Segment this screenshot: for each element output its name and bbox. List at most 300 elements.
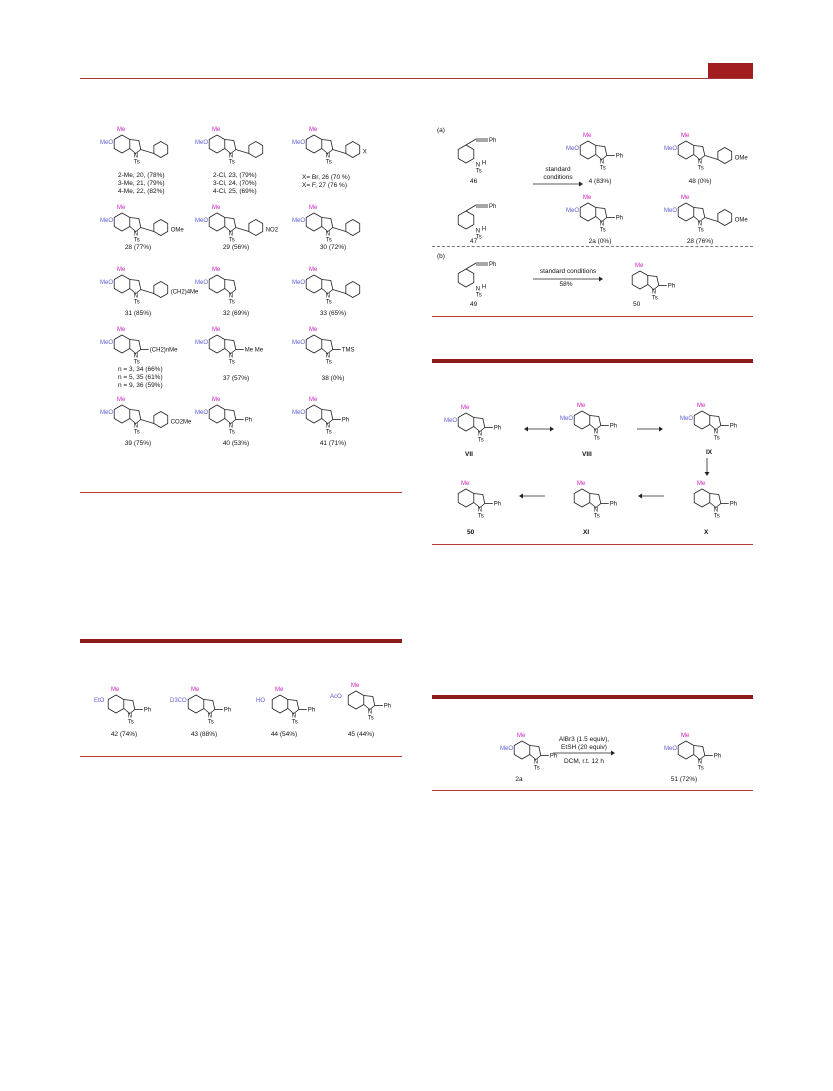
n-label: N	[477, 507, 483, 514]
substituent-label: MeO	[100, 340, 114, 346]
reaction-arrow-b	[533, 276, 603, 282]
caption-44: 44 (54%)	[270, 731, 298, 738]
substituent-label: MeO	[195, 340, 209, 346]
label-XI: XI	[583, 529, 590, 536]
right-label: Ph	[493, 501, 502, 508]
bond	[236, 150, 249, 154]
h-label: H	[481, 284, 487, 291]
pyrrole-ring	[130, 218, 141, 232]
pyrrole-ring	[694, 146, 705, 160]
substituent-label: MeO	[195, 280, 209, 286]
me-label: Me	[117, 267, 126, 273]
caption-36: n = 9, 36 (59%)	[118, 382, 163, 389]
caption-4: 4 (83%)	[588, 178, 612, 185]
n-label: N	[325, 231, 331, 238]
me-label: Me	[577, 481, 586, 487]
pyrrole-ring	[364, 696, 375, 710]
pyrrole-ring	[694, 746, 705, 760]
aryl-ring	[154, 142, 168, 158]
substituent-label: MeO	[292, 280, 306, 286]
reagent-1: AlBr3 (1.5 equiv),	[558, 736, 610, 743]
substituent-label: MeO	[292, 410, 306, 416]
n-label: N	[291, 713, 297, 720]
ts-label: Ts	[291, 719, 298, 726]
substituent-label: MeO	[195, 410, 209, 416]
structure-40	[195, 392, 305, 442]
label-46: 46	[470, 178, 478, 185]
aryl-ring	[249, 142, 263, 158]
structure-45	[334, 678, 444, 728]
reaction-arrow-a	[533, 181, 583, 187]
yield-b: 58%	[559, 281, 573, 288]
label-2a-lower: 2a	[515, 776, 523, 783]
pyrrole-ring	[225, 340, 236, 354]
benzene-ring	[678, 141, 694, 159]
aryl-sub: NO2	[265, 227, 279, 234]
label-50: 50	[633, 301, 641, 308]
benzene-ring	[306, 213, 322, 231]
benzene-ring	[306, 405, 322, 423]
caption-42: 42 (74%)	[110, 731, 138, 738]
label-VIII: VIII	[582, 451, 592, 458]
label-b: (b)	[437, 253, 445, 260]
structure-48	[664, 128, 774, 178]
me-label: Me	[697, 481, 706, 487]
benzene-ring	[574, 411, 590, 429]
left-scheme-rule	[80, 492, 402, 493]
right-label: (CH2)nMe	[149, 347, 178, 354]
pyrrole-ring	[694, 208, 705, 222]
aryl-ring	[346, 220, 360, 236]
aryl-ring	[154, 220, 168, 236]
caption-24: 3-Cl, 24, (70%)	[213, 180, 257, 187]
me-label: Me	[275, 687, 284, 693]
caption-35: n = 5, 35 (61%)	[118, 374, 163, 381]
ts-label: Ts	[228, 359, 235, 366]
n-label: N	[325, 423, 331, 430]
me-label: Me	[212, 267, 221, 273]
benzene-ring	[306, 335, 322, 353]
structure-41	[292, 392, 402, 442]
ts-label: Ts	[477, 437, 484, 444]
bond	[141, 290, 154, 294]
ts-label: Ts	[599, 165, 606, 172]
n-label: N	[697, 159, 703, 166]
substituent-label: MeO	[292, 140, 306, 146]
benzene-ring	[114, 335, 130, 353]
caption-29: 29 (56%)	[222, 244, 250, 251]
ts-label: Ts	[593, 435, 600, 442]
ts-label: Ts	[133, 299, 140, 306]
pyrrole-ring	[130, 340, 141, 354]
benzene-ring	[188, 695, 204, 713]
aryl-ring	[154, 412, 168, 428]
ts-label: Ts	[367, 715, 374, 722]
n-label: N	[228, 423, 234, 430]
aryl-sub: CO2Me	[170, 419, 192, 426]
me-label: Me	[681, 133, 690, 139]
n-label: N	[207, 713, 213, 720]
reagent-2: EtSH (20 equiv)	[561, 744, 607, 751]
n-label: N	[533, 759, 539, 766]
pyrrole-ring	[322, 218, 333, 232]
n-label: N	[599, 221, 605, 228]
caption-31: 31 (85%)	[124, 310, 152, 317]
me-label: Me	[583, 133, 592, 139]
substituent-label: MeO	[566, 208, 580, 214]
caption-20: 2-Me, 20, (78%)	[118, 172, 165, 179]
me-label: Me	[212, 127, 221, 133]
right-label: Ph	[383, 703, 392, 710]
aryl-sub: (CH2)4Me	[170, 289, 199, 296]
caption-30: 30 (72%)	[319, 244, 347, 251]
ts-label: Ts	[228, 159, 235, 166]
ts-label: Ts	[697, 765, 704, 772]
caption-32: 32 (69%)	[222, 310, 250, 317]
pyrrole-ring	[596, 146, 607, 160]
me-label: Me	[517, 733, 526, 739]
right-label: Ph	[143, 707, 152, 714]
n-label: N	[477, 431, 483, 438]
substituent-label: MeO	[664, 146, 678, 152]
me-label: Me	[117, 127, 126, 133]
n-label: N	[475, 286, 481, 293]
right-mechanism-rule	[432, 544, 753, 545]
benzene-ring	[114, 275, 130, 293]
caption-34: n = 3, 34 (66%)	[118, 366, 163, 373]
n-label: N	[697, 221, 703, 228]
caption-28: 28 (77%)	[124, 244, 152, 251]
me-label: Me	[635, 263, 644, 269]
ts-label: Ts	[133, 237, 140, 244]
benzene-ring	[458, 413, 474, 431]
structure-28b	[664, 190, 774, 240]
bond	[236, 228, 249, 232]
benzene-ring	[114, 135, 130, 153]
me-label: Me	[111, 687, 120, 693]
benzene-ring	[580, 141, 596, 159]
benzene-ring	[694, 411, 710, 429]
substituent-label: MeO	[664, 746, 678, 752]
right-label: TMS	[341, 347, 355, 354]
substituent-label: MeO	[100, 140, 114, 146]
aryl-ring	[718, 210, 732, 226]
structure-26-27	[292, 122, 402, 172]
structure-31	[100, 262, 210, 312]
right-label: Ph	[244, 417, 253, 424]
me-label: Me	[117, 397, 126, 403]
benzene-ring	[458, 269, 474, 287]
pyrrole-ring	[322, 280, 333, 294]
aryl-sub: X	[362, 149, 367, 156]
caption-43: 43 (88%)	[190, 731, 218, 738]
me-label: Me	[461, 405, 470, 411]
bond	[466, 205, 476, 211]
pyrrole-ring	[124, 700, 135, 714]
me-label: Me	[351, 683, 360, 689]
bond	[141, 420, 154, 424]
n-label: N	[593, 507, 599, 514]
n-label: N	[593, 429, 599, 436]
structure-47	[448, 198, 528, 241]
benzene-ring	[114, 405, 130, 423]
me-label: Me	[309, 327, 318, 333]
ts-label: Ts	[133, 359, 140, 366]
benzene-ring	[458, 211, 474, 229]
aryl-ring	[249, 220, 263, 236]
arrow-XI-50	[519, 493, 545, 499]
h-label: H	[481, 160, 487, 167]
pyrrole-ring	[288, 700, 299, 714]
benzene-ring	[580, 203, 596, 221]
cond-b: standard conditions	[539, 268, 597, 275]
arrow-VIII-IX	[637, 426, 663, 432]
substituent-label: MeO	[195, 140, 209, 146]
bond	[466, 263, 476, 269]
caption-38: 38 (0%)	[321, 375, 345, 382]
n-label: N	[713, 429, 719, 436]
ts-label: Ts	[713, 513, 720, 520]
n-label: N	[133, 231, 139, 238]
n-label: N	[325, 353, 331, 360]
me-label: Me	[461, 481, 470, 487]
header-tab	[708, 63, 753, 78]
left-section-rule	[80, 639, 402, 643]
benzene-ring	[632, 271, 648, 289]
ts-label: Ts	[325, 159, 332, 166]
me-label: Me	[697, 403, 706, 409]
pyrrole-ring	[710, 416, 721, 430]
benzene-ring	[272, 695, 288, 713]
right-label: Ph	[667, 283, 676, 290]
substituent-label: MeO	[195, 218, 209, 224]
aryl-ring	[346, 142, 360, 158]
caption-48: 48 (0%)	[688, 178, 712, 185]
caption-45: 45 (44%)	[347, 731, 375, 738]
right-label: Ph	[223, 707, 232, 714]
pyrrole-ring	[130, 410, 141, 424]
cond-a-2: conditions	[543, 174, 573, 181]
bond	[333, 290, 346, 294]
ts-label: Ts	[325, 237, 332, 244]
label-VII: VII	[465, 451, 473, 458]
aryl-ring	[154, 282, 168, 298]
sub-aco: AcO	[330, 694, 342, 700]
bond	[333, 150, 346, 154]
pyrrole-ring	[322, 340, 333, 354]
right-label: Ph	[729, 501, 738, 508]
sub-eto: EtO	[94, 698, 105, 704]
bond	[141, 228, 154, 232]
n-label: N	[133, 153, 139, 160]
pyrrole-ring	[710, 494, 721, 508]
substituent-label: MeO	[100, 218, 114, 224]
substituent-label: MeO	[560, 416, 574, 422]
caption-22: 4-Me, 22, (82%)	[118, 188, 165, 195]
right-label: Ph	[307, 707, 316, 714]
pyrrole-ring	[590, 494, 601, 508]
ts-label: Ts	[325, 359, 332, 366]
n-label: N	[697, 759, 703, 766]
ts-label: Ts	[593, 513, 600, 520]
structure-32	[195, 262, 305, 312]
ph-label: Ph	[489, 138, 497, 144]
benzene-ring	[114, 213, 130, 231]
pyrrole-ring	[225, 280, 236, 294]
n-label: N	[599, 159, 605, 166]
structure-VIII	[560, 398, 670, 448]
label-X: X	[704, 529, 709, 536]
left-lower-rule	[80, 756, 402, 757]
caption-51: 51 (72%)	[670, 776, 698, 783]
bond	[705, 156, 718, 160]
h-label: H	[481, 226, 487, 233]
benzene-ring	[678, 203, 694, 221]
n-label: N	[228, 293, 234, 300]
right-scheme-rule	[432, 316, 753, 317]
structure-4	[566, 128, 676, 178]
ts-label: Ts	[477, 513, 484, 520]
bond	[333, 228, 346, 232]
benzene-ring	[209, 135, 225, 153]
n-label: N	[475, 228, 481, 235]
structure-38	[292, 322, 402, 372]
pyrrole-ring	[204, 700, 215, 714]
ts-label: Ts	[133, 429, 140, 436]
n-label: N	[133, 423, 139, 430]
arrow-X-XI	[638, 493, 664, 499]
benzene-ring	[678, 741, 694, 759]
dashed-divider	[432, 246, 753, 247]
ts-label: Ts	[325, 299, 332, 306]
me-label: Me	[309, 127, 318, 133]
benzene-ring	[458, 145, 474, 163]
me-label: Me	[681, 733, 690, 739]
caption-41: 41 (71%)	[319, 440, 347, 447]
structure-28	[100, 200, 210, 250]
structure-2a	[566, 190, 676, 240]
structure-37	[195, 322, 305, 372]
ts-label: Ts	[651, 295, 658, 302]
substituent-label: MeO	[680, 416, 694, 422]
benzene-ring	[514, 741, 530, 759]
me-label: Me	[681, 195, 690, 201]
caption-37: 37 (57%)	[222, 375, 250, 382]
aryl-sub: OMe	[170, 227, 184, 234]
substituent-label: MeO	[100, 410, 114, 416]
bond	[141, 150, 154, 154]
right-label: Ph	[609, 423, 618, 430]
caption-2a: 2a (0%)	[588, 238, 612, 245]
structure-VII	[444, 400, 554, 450]
me-label: Me	[212, 205, 221, 211]
label-50-mech: 50	[467, 529, 475, 536]
ts-label: Ts	[228, 299, 235, 306]
caption-25: 4-Cl, 25, (69%)	[213, 188, 257, 195]
ts-label: Ts	[133, 159, 140, 166]
ts-label: Ts	[475, 168, 482, 175]
n-label: N	[133, 293, 139, 300]
benzene-ring	[348, 691, 364, 709]
benzene-ring	[694, 489, 710, 507]
benzene-ring	[458, 489, 474, 507]
reagent-3: DCM, r.t. 12 h	[563, 758, 605, 765]
structure-IX	[680, 398, 790, 448]
structure-51	[664, 728, 774, 778]
caption-21: 3-Me, 21, (79%)	[118, 180, 165, 187]
aryl-sub: OMe	[734, 217, 748, 224]
bond	[705, 218, 718, 222]
n-label: N	[228, 153, 234, 160]
ts-label: Ts	[533, 765, 540, 772]
pyrrole-ring	[530, 746, 541, 760]
right-label: Ph	[729, 423, 738, 430]
structure-23-25	[195, 122, 305, 172]
structure-39	[100, 392, 210, 442]
structure-29	[195, 200, 305, 250]
right-label: Ph	[615, 215, 624, 222]
label-a: (a)	[437, 127, 445, 134]
ts-label: Ts	[697, 227, 704, 234]
pyrrole-ring	[596, 208, 607, 222]
structure-49	[448, 256, 528, 299]
substituent-label: MeO	[664, 208, 678, 214]
structure-X	[680, 476, 790, 526]
pyrrole-ring	[474, 418, 485, 432]
bond	[466, 139, 476, 145]
caption-40: 40 (53%)	[222, 440, 250, 447]
equilibrium-arrow	[524, 426, 554, 432]
me-label: Me	[309, 267, 318, 273]
reaction-arrow-lower	[553, 750, 615, 756]
aryl-ring	[718, 148, 732, 164]
right-label: Ph	[493, 425, 502, 432]
substituent-label: MeO	[500, 746, 514, 752]
arrow-IX-X	[704, 458, 710, 476]
caption-23: 2-Cl, 23, (79%)	[213, 172, 257, 179]
benzene-ring	[108, 695, 124, 713]
me-label: Me	[583, 195, 592, 201]
n-label: N	[713, 507, 719, 514]
aryl-ring	[346, 282, 360, 298]
substituent-label: MeO	[292, 218, 306, 224]
label-47: 47	[470, 238, 478, 245]
n-label: N	[475, 162, 481, 169]
pyrrole-ring	[648, 276, 659, 290]
aryl-sub: OMe	[734, 155, 748, 162]
ts-label: Ts	[599, 227, 606, 234]
structure-30	[292, 200, 402, 250]
sub-d3co: D3CO	[170, 698, 187, 704]
benzene-ring	[209, 405, 225, 423]
n-label: N	[651, 289, 657, 296]
me-label: Me	[191, 687, 200, 693]
cond-a-1: standard	[545, 166, 571, 173]
header-rule	[80, 78, 753, 79]
right-label: Ph	[713, 753, 722, 760]
right-label: Ph	[609, 501, 618, 508]
substituent-label: MeO	[100, 280, 114, 286]
right-section-rule	[432, 359, 753, 363]
structure-34-36	[100, 322, 210, 372]
ts-label: Ts	[228, 237, 235, 244]
benzene-ring	[306, 275, 322, 293]
right-label: Me Me	[244, 347, 264, 354]
right-lower-rule	[432, 790, 753, 791]
n-label: N	[127, 713, 133, 720]
ts-label: Ts	[697, 165, 704, 172]
benzene-ring	[306, 135, 322, 153]
